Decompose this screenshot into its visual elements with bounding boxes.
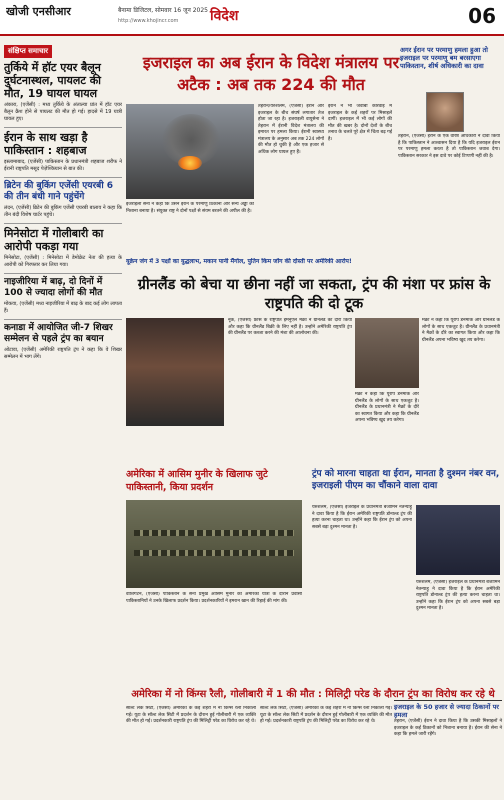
brief-text: इस्लामाबाद, (एजेंसी) पाकिस्तान के प्रधानमंत्री शहबाज शरीफ ने ईरानी राष्ट्रपति मसूद पेज़ेश्कियान से बात की। — [4, 159, 122, 172]
divider — [4, 319, 122, 320]
greenland-headline: ग्रीनलैंड को बेचा या छीना नहीं जा सकता, ट्रंप की मंशा पर फ्रांस के राष्ट्रपति की दो टूक — [137, 277, 491, 312]
lead-text-col-2: ईरान ने भी जवाबी कार्रवाई में इजराइल के कई शहरों पर मिसाइलें दागीं। इजराइल में भी कई लोगों की मौत की खबर है। दोनों देशों के बीच तनाव के चलते पूरे क्षेत्र में चिंता बढ़ गई है। — [328, 104, 392, 142]
dateline: बैनामा डिजिटल, सोमवार 16 जून 2025 — [118, 7, 208, 14]
soldier-row — [134, 530, 294, 536]
side-text: तेहरान, (एजेंसी) ईरान के एक वरिष्ठ अधिकारी ने दावा किया है कि पाकिस्तान ने आश्वासन दिया है कि यदि इजराइल ईरान पर परमाणु हमला करता है तो पाकिस्तान जवाब देगा। पाकिस्तान सरकार ने इस दावे पर कोई टिप्पणी नहीं की है। — [398, 134, 500, 159]
brief-headline: तुर्किये में हॉट एयर बैलून दुर्घटनास्थल, पायलट की मौत, 19 घायल घायल — [4, 61, 101, 100]
brief-headline: नाइजीरिया में बाढ़, दो दिनों में 100 से ज्यादा लोगों की मौत — [4, 277, 103, 298]
no-kings-text-col-1: सॉल्ट लेक सिटी, (एजेंसी) अमेरिका के कई शहरों में नो किंग्स रैली निकाली गई। यूटा के सॉल्ट लेक सिटी में प्रदर्शन के दौरान हुई गोलीबारी में एक व्यक्ति की मौत हो गई। प्रदर्शनकारी राष्ट्रपति ट्रंप की मिलिट्री परेड का विरोध कर रहे थे। — [126, 706, 256, 724]
soldier-row — [134, 550, 294, 556]
greenland-text-col-1: नूक, (एजेंसी) फ्रांस के राष्ट्रपति इमैनुएल मैक्रों ने ग्रीनलैंड का दौरा किया और कहा कि ग्रीनलैंड बिक्री के लिए नहीं है। उन्होंने अमेरिकी राष्ट्रपति ट्रंप की ग्रीनलैंड पर कब्जा करने की मंशा की आलोचना की। — [228, 318, 352, 336]
brief-headline: कनाडा में आयोजित जी-7 शिखर सम्मेलन से पहले ट्रंप का बयान — [4, 323, 113, 344]
web-address: http://www.khojincr.com — [118, 18, 179, 24]
explosion-photo — [126, 104, 254, 199]
munir-text: वाशिंगटन, (एजेंसी) पाकिस्तान के सेना प्रमुख आसिम मुनीर की अमेरिका यात्रा के दौरान प्रवासी पाकिस्तानियों ने उनके खिलाफ प्रदर्शन किया। प्रदर्शनकारियों ने इमरान खान की रिहाई की मांग की। — [126, 592, 302, 604]
munir-headline: अमेरिका में आसिम मुनीर के खिलाफ जुटे पाकिस्तानी, किया प्रदर्शन — [126, 469, 268, 493]
divider — [4, 177, 122, 178]
official-portrait — [426, 92, 464, 132]
brief-text: ओटावा, (एजेंसी) अमेरिकी राष्ट्रपति ट्रंप ने कहा कि वे शिखर सम्मेलन में भाग लेंगे। — [4, 347, 122, 360]
brief-text: मिनेसोटा, (एजेंसी) : मिनेसोटा में डेमोक्रेट नेता की हत्या के आरोपी को गिरफ्तार कर लिया गया। — [4, 255, 122, 268]
netanyahu-headline: ट्रंप को मारना चाहता था ईरान, मानता है दुश्मन नंबर वन, इजराइली पीएम का चौंकाने वाला दावा — [312, 469, 500, 491]
no-kings-text-col-2: सॉल्ट लेक सिटी, (एजेंसी) अमेरिका के कई शहरों में नो किंग्स रैली निकाली गई। यूटा के सॉल्ट लेक सिटी में प्रदर्शन के दौरान हुई गोलीबारी में एक व्यक्ति की मौत हो गई। प्रदर्शनकारी राष्ट्रपति ट्रंप की मिलिट्री परेड का विरोध कर रहे थे। — [260, 706, 392, 724]
brief-news-tag: संक्षिप्त समाचार — [4, 45, 52, 58]
masthead — [0, 0, 504, 36]
parade-photo — [126, 500, 302, 588]
brief-text: अंकारा, (एजेंसी) : मध्य तुर्किये के अंताल्या प्रांत में हॉट एयर बैलून क्रैश होने से पायलट की मौत हो गई। हादसे में 19 यात्री घायल हुए। — [4, 102, 122, 122]
fire-glow — [178, 156, 202, 170]
greenland-text-col-3: मैक्रों ने कहा कि यूरोप डेनमार्क और ग्रीनलैंड के लोगों के साथ एकजुट है। ग्रीनलैंड के प्रधानमंत्री ने मैक्रों के दौरे का स्वागत किया और कहा कि ग्रीनलैंड अपना भविष्य खुद तय करेगा। — [355, 392, 419, 423]
brief-text: मोकवा, (एजेंसी) मध्य नाइजीरिया में बाढ़ के बाद कई लोग लापता हैं। — [4, 301, 122, 314]
lead-text-col-3: इजराइली सेना ने कहा कि उसने ईरान के परमाणु ठिकानों और सैन्य अड्डों को निशाना बनाया है। संयुक्त राष्ट्र ने दोनों पक्षों से संयम बरतने की अपील की है। — [126, 202, 254, 214]
netanyahu-text: यरुशलम, (एजेंसी) इजराइल के प्रधानमंत्री बेंजामिन नेतन्याहू ने दावा किया है कि ईरान अमेरिकी राष्ट्रपति डोनाल्ड ट्रंप की हत्या करना चाहता था। उन्होंने कहा कि ईरान ट्रंप को अपना सबसे बड़ा दुश्मन मानता है। — [312, 505, 412, 530]
netanyahu-photo — [416, 505, 500, 575]
lead-text-col-1: तेहरान/येरुशलम, (एजेंसी) ईरान और इजराइल के बीच संघर्ष लगातार तेज होता जा रहा है। इजराइली वायुसेना ने तेहरान में ईरानी विदेश मंत्रालय की इमारत पर हमला किया। ईरानी स्वास्थ्य मंत्रालय के अनुसार अब तक 224 लोगों की मौत हो चुकी है और एक हजार से अधिक लोग घायल हुए हैं। — [258, 104, 324, 155]
brief-headline: ब्रिटेन की बुकिंग एजेंसी एयरबी 6 की तीन बंधी गाने पहुंचेंगे — [4, 181, 114, 202]
greenland-text-col-2: मैक्रों ने कहा कि यूरोप डेनमार्क और ग्रीनलैंड के लोगों के साथ एकजुट है। ग्रीनलैंड के प्रधानमंत्री ने मैक्रों के दौरे का स्वागत किया और कहा कि ग्रीनलैंड अपना भविष्य खुद तय करेगा। — [422, 318, 500, 343]
page-number: 06 — [468, 4, 496, 28]
divider — [4, 273, 122, 274]
sub-kicker: यूक्रेन जंग में 3 पक्षों का युद्धलाभ, मकान पानी मैंगोल, पुतिन किम जोंग की दोस्ती पर अमेरिकी आरोप! — [126, 258, 352, 265]
lead-headline: इजराइल का अब ईरान के विदेश मंत्रालय पर अटैक : अब तक 224 की मौत — [142, 53, 400, 94]
brief-news-column — [4, 38, 122, 796]
box-headline: इजराइल के 50 हजार से ज्यादा ठिकानों पर हमला — [394, 703, 499, 719]
macron-photo — [126, 318, 224, 426]
brand-logo: खोजी एनसीआर — [6, 5, 71, 18]
side-headline: अगर ईरान पर परमाणु हमला हुआ तो इजराइल पर परमाणु बम बरसाएगा पाकिस्तान, शीर्ष अधिकारी का दावा — [400, 46, 488, 70]
side-box — [394, 700, 502, 797]
brief-headline: मिनेसोटा में गोलीबारी का आरोपी पकड़ा गया — [4, 227, 104, 253]
divider — [4, 127, 122, 128]
brief-text: लंदन, (एजेंसी) ब्रिटेन की बुकिंग एजेंसी एयरबी बालाव ने कहा कि तीन बंदी विशेष चार्टर पहुंचे। — [4, 205, 122, 218]
netanyahu-text-2: यरुशलम, (एजेंसी) इजराइल के प्रधानमंत्री बेंजामिन नेतन्याहू ने दावा किया है कि ईरान अमेरिकी राष्ट्रपति डोनाल्ड ट्रंप की हत्या करना चाहता था। उन्होंने कहा कि ईरान ट्रंप को अपना सबसे बड़ा दुश्मन मानता है। — [416, 580, 500, 611]
greenland-photo — [355, 318, 419, 388]
no-kings-headline: अमेरिका में नो किंग्स रैली, गोलीबारी में 1 की मौत : मिलिट्री परेड के दौरान ट्रंप का विरोध कर रहे थे — [131, 689, 495, 700]
box-text: तेहरान, (एजेंसी) ईरान ने दावा किया है कि उसकी मिसाइलों ने इजराइल के कई ठिकानों को निशाना बनाया है। ईरान की सेना ने कहा कि हमले जारी रहेंगे। — [394, 719, 502, 737]
section-title: विदेश — [210, 8, 239, 24]
divider — [4, 223, 122, 224]
brief-headline: ईरान के साथ खड़ा है पाकिस्तान : शहबाज — [4, 131, 88, 157]
